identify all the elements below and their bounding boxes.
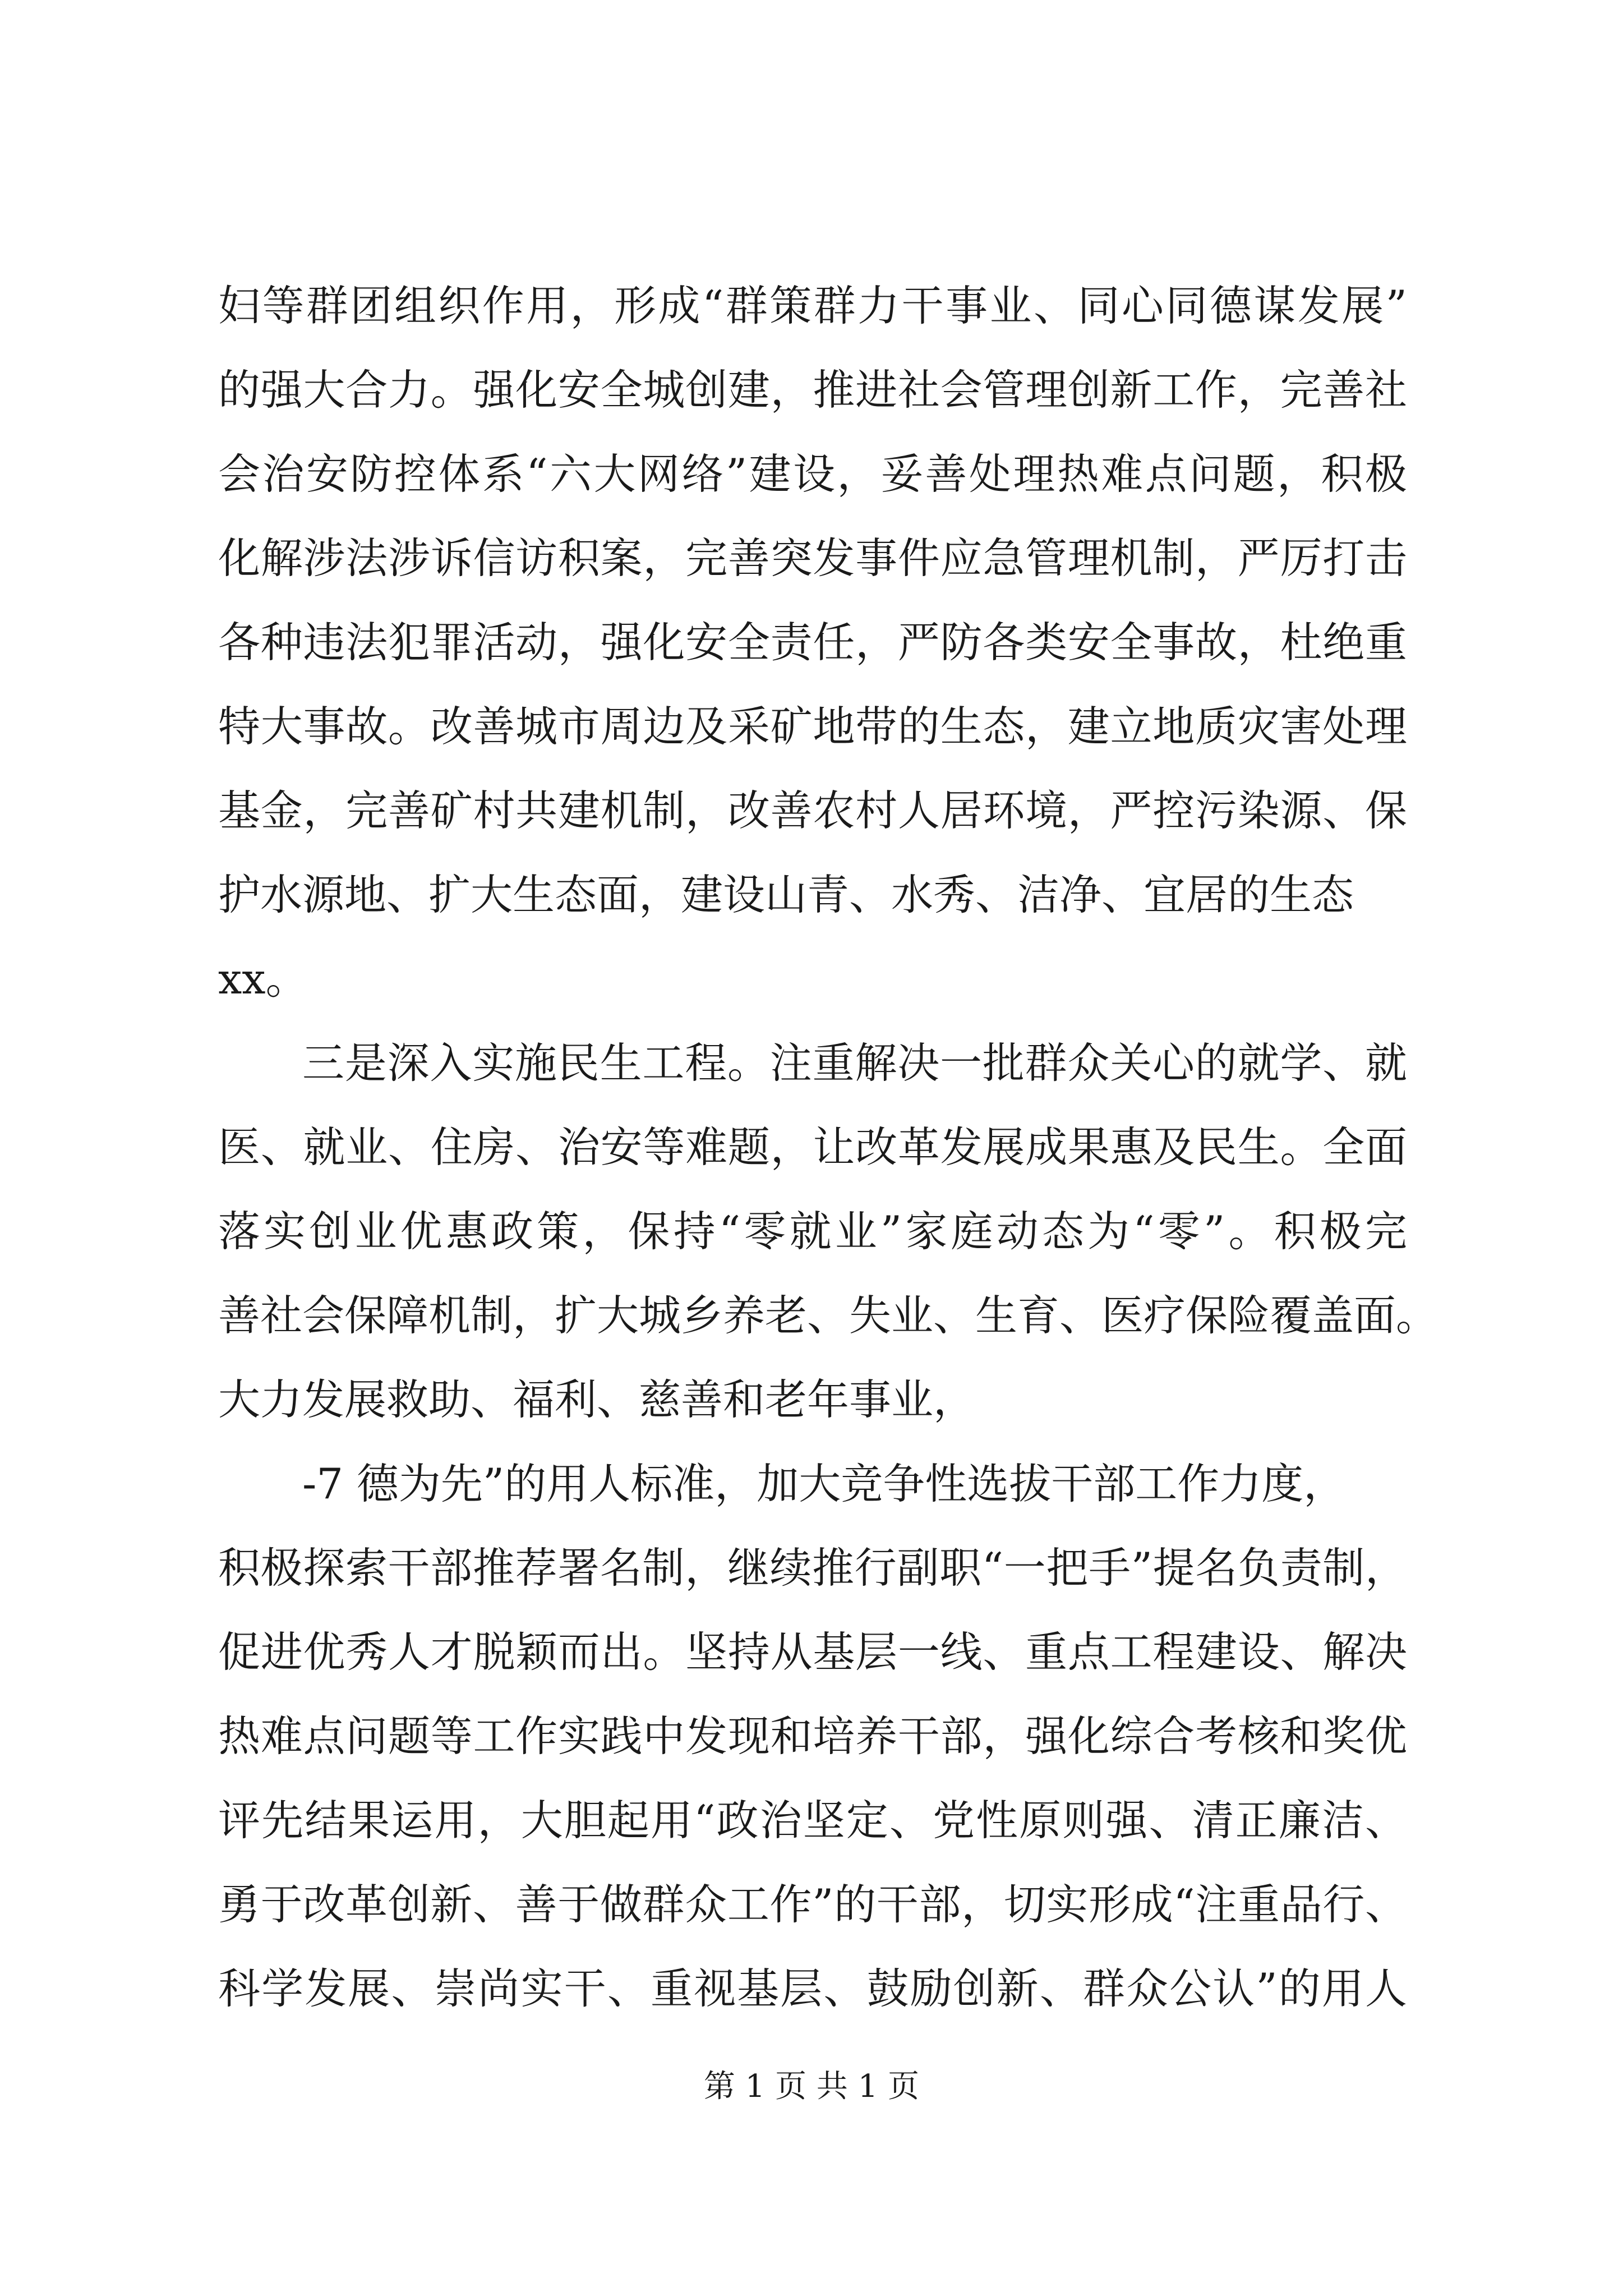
text-line: xx。 [218,954,308,1004]
text-line: 护水源地、扩大生态面，建设山青、水秀、洁净、宜居的生态 [218,870,1354,919]
text-line: 会治安防控体系“六大网络”建设，妥善处理热难点问题，积极 [218,449,1407,499]
text-line: 科学发展、崇尚实干、重视基层、鼓励创新、群众公认”的用人 [218,1964,1407,2013]
text-line: 促进优秀人才脱颖而出。坚持从基层一线、重点工程建设、解决 [218,1627,1407,1677]
body-text [218,264,1438,2031]
text-line: 基金，完善矿村共建机制，改善农村人居环境，严控污染源、保 [218,786,1407,835]
text-line: 特大事故。改善城市周边及采矿地带的生态，建立地质灾害处理 [218,702,1407,751]
text-line: 勇于改革创新、善于做群众工作”的干部，切实形成“注重品行、 [218,1880,1407,1929]
page-footer [0,2064,1623,2109]
text-line: 评先结果运用，大胆起用“政治坚定、党性原则强、清正廉洁、 [218,1796,1407,1845]
text-line: 的强大合力。强化安全城创建，推进社会管理创新工作，完善社 [218,365,1407,415]
text-line: 积极探索干部推荐署名制，继续推行副职“一把手”提名负责制， [218,1543,1407,1593]
paragraph-first-line: 三是深入实施民生工程。注重解决一批群众关心的就学、就 [302,1038,1407,1088]
page-number: 第 1 页 共 1 页 [703,2068,920,2105]
text-line: 落实创业优惠政策，保持“零就业”家庭动态为“零”。积极完 [218,1207,1407,1256]
text-line: 医、就业、住房、治安等难题，让改革发展成果惠及民生。全面 [218,1122,1407,1172]
text-line: 大力发展救助、福利、慈善和老年事业， [218,1375,976,1424]
text-line: 各种违法犯罪活动，强化安全责任，严防各类安全事故，杜绝重 [218,618,1407,667]
text-line: 热难点问题等工作实践中发现和培养干部，强化综合考核和奖优 [218,1711,1407,1761]
text-line: 妇等群团组织作用，形成“群策群力干事业、同心同德谋发展” [218,281,1407,330]
paragraph-first-line: -7 德为先”的用人标准，加大竞争性选拔干部工作力度， [302,1459,1346,1508]
text-line: 善社会保障机制，扩大城乡养老、失业、生育、医疗保险覆盖面。 [218,1291,1438,1340]
text-line: 化解涉法涉诉信访积案，完善突发事件应急管理机制，严厉打击 [218,533,1407,583]
